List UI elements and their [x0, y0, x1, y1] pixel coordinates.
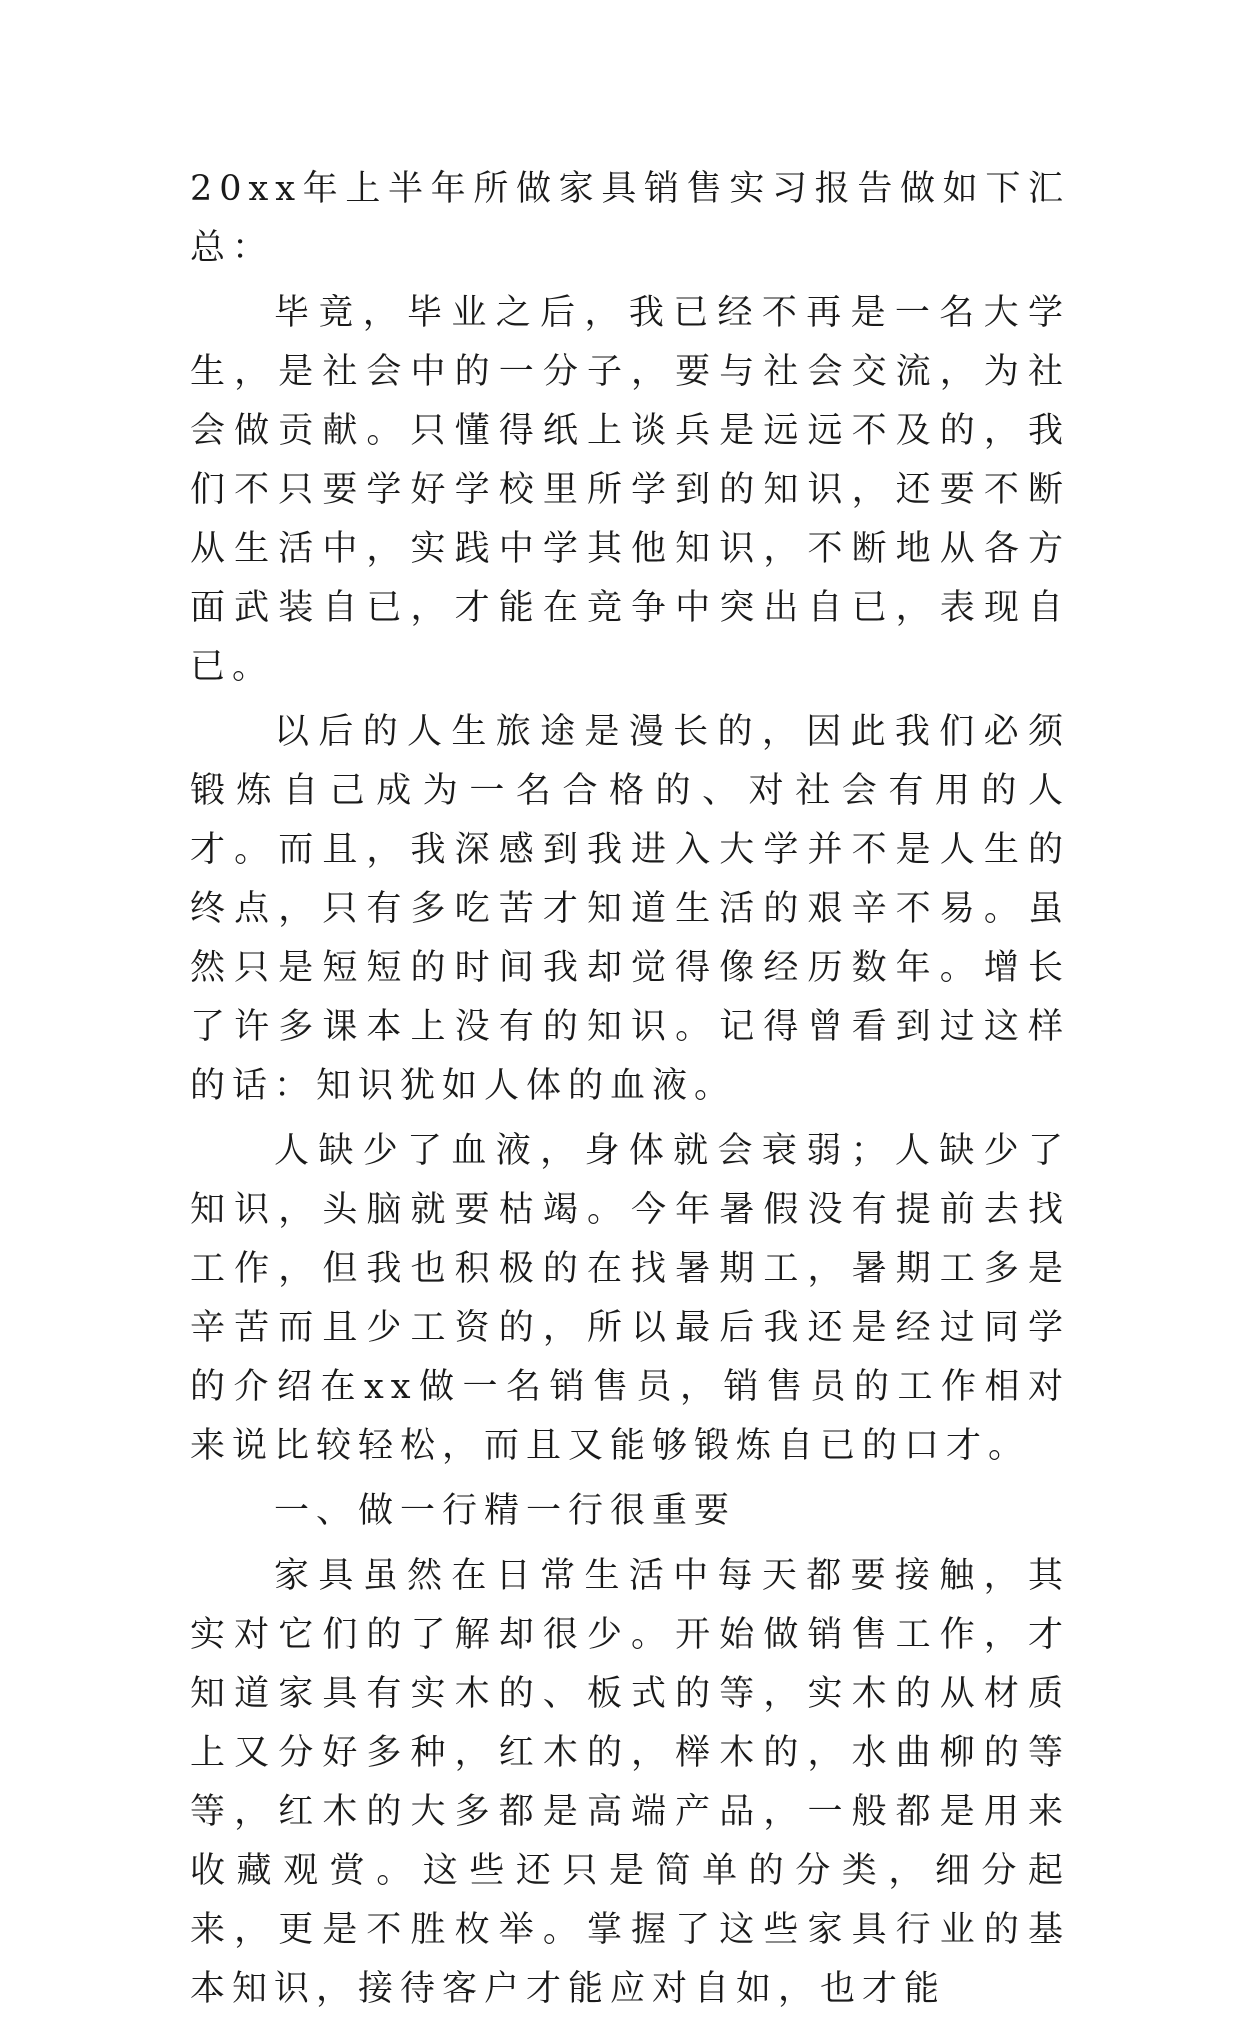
section-heading: 一、做一行精一行很重要 [274, 1491, 737, 1531]
paragraph-summer-job: 人缺少了血液，身体就会衰弱；人缺少了知识，头脑就要枯竭。今年暑假没有提前去找工作，但我也积极的在找暑期工，暑期工多是辛苦而且少工资的，所以最后我还是经过同学的介绍在xx做一名销售员，销售员的工作相对来说比较轻松，而且又能够锻炼自已的口才。 [190, 1131, 1070, 1466]
intro-line: 20xx年上半年所做家具销售实习报告做如下汇总： [190, 169, 1070, 268]
document-body [190, 160, 1070, 2025]
paragraph-graduation: 毕竟，毕业之后，我已经不再是一名大学生，是社会中的一分子，要与社会交流，为社会做贡献。只懂得纸上谈兵是远远不及的，我们不只要学好学校里所学到的知识，还要不断从生活中，实践中学其他知识，不断地从各方面武装自已，才能在竞争中突出自已，表现自已。 [190, 293, 1070, 687]
paragraph-furniture: 家具虽然在日常生活中每天都要接触，其实对它们的了解却很少。开始做销售工作，才知道家具有实木的、板式的等，实木的从材质上又分好多种，红木的，榉木的，水曲柳的等等，红木的大多都是高端产品，一般都是用来收藏观赏。这些还只是简单的分类，细分起来，更是不胜枚举。掌握了这些家具行业的基本知识，接待客户才能应对自如，也才能 [190, 1556, 1070, 2009]
paragraph-life-journey: 以后的人生旅途是漫长的，因此我们必须锻炼自己成为一名合格的、对社会有用的人才。而且，我深感到我进入大学并不是人生的终点，只有多吃苦才知道生活的艰辛不易。虽然只是短短的时间我却觉得像经历数年。增长了许多课本上没有的知识。记得曾看到过这样的话：知识犹如人体的血液。 [190, 712, 1070, 1106]
